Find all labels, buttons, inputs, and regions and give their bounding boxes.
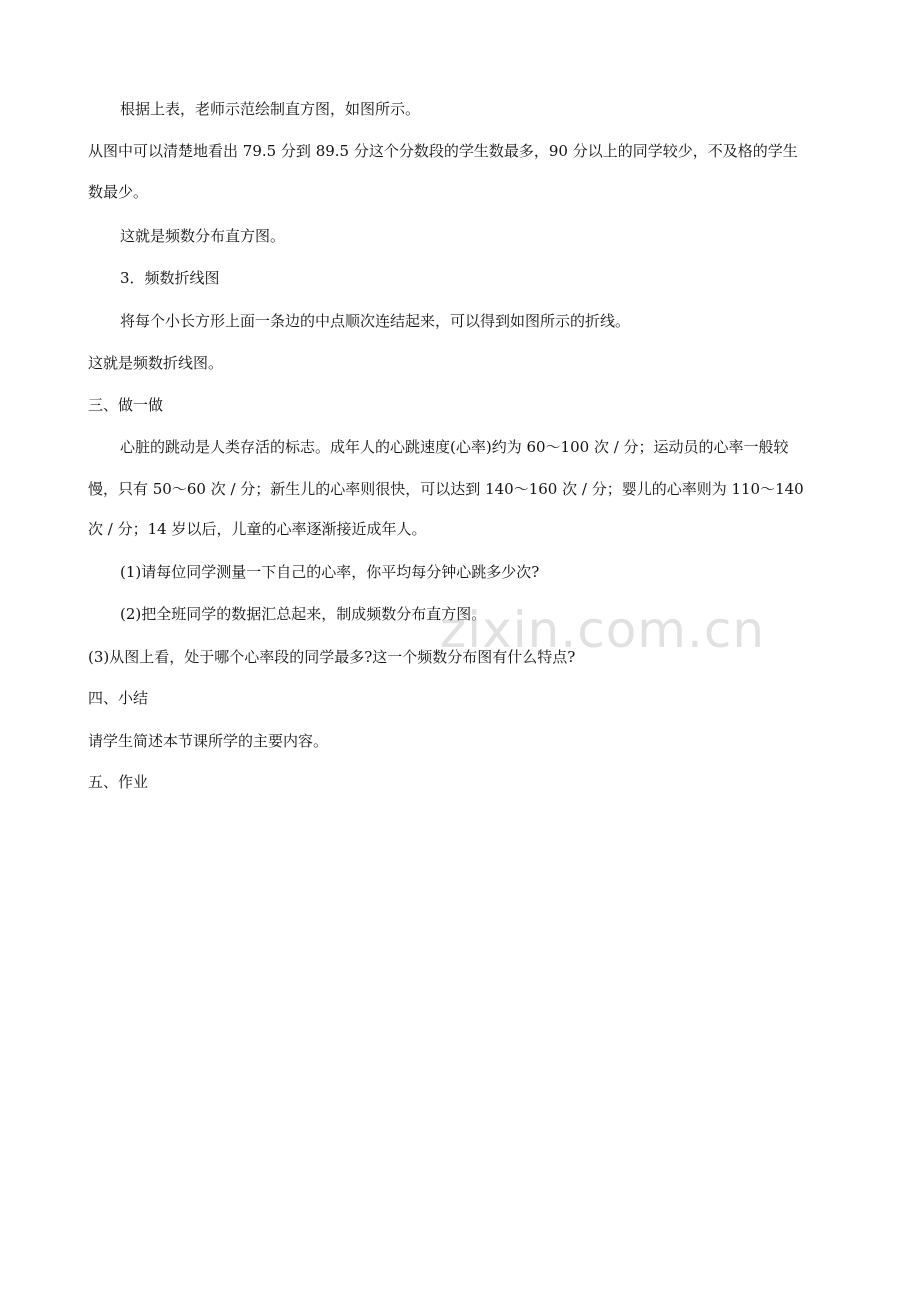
question-item-1: (1)请每位同学测量一下自己的心率，你平均每分钟心跳多少次? [120, 563, 540, 581]
paragraph-heart-rate-line1: 心脏的跳动是人类存活的标志。成年人的心跳速度(心率)约为 60～100 次 / 分；运动员的心率一般较 [120, 438, 789, 456]
section-heading-frequency-polygon: 3．频数折线图 [120, 269, 220, 287]
question-item-3: (3)从图上看，处于哪个心率段的同学最多?这一个频数分布图有什么特点? [88, 648, 576, 666]
section-heading-summary: 四、小结 [88, 689, 149, 707]
question-item-2: (2)把全班同学的数据汇总起来，制成频数分布直方图。 [120, 605, 487, 623]
section-heading-practice: 三、做一做 [88, 396, 164, 414]
paragraph-observation-line2: 数最少。 [88, 183, 149, 201]
section-heading-homework: 五、作业 [88, 773, 149, 791]
paragraph-histogram-demo: 根据上表，老师示范绘制直方图，如图所示。 [120, 100, 421, 118]
watermark: zixin.com.cn [440, 601, 766, 659]
paragraph-heart-rate-line3: 次 / 分；14 岁以后，儿童的心率逐渐接近成年人。 [88, 520, 427, 538]
paragraph-summary-instruction: 请学生简述本节课所学的主要内容。 [88, 732, 329, 750]
paragraph-heart-rate-line2: 慢，只有 50～60 次 / 分；新生儿的心率则很快，可以达到 140～160 次 / 分；婴儿的心率则为 110～140 [88, 480, 804, 498]
paragraph-connect-midpoints: 将每个小长方形上面一条边的中点顺次连结起来，可以得到如图所示的折线。 [120, 312, 631, 330]
paragraph-histogram-definition: 这就是频数分布直方图。 [120, 227, 286, 245]
paragraph-polygon-definition: 这就是频数折线图。 [88, 354, 224, 372]
paragraph-observation-line1: 从图中可以清楚地看出 79.5 分到 89.5 分这个分数段的学生数最多，90 分以上的同学较少，不及格的学生 [88, 142, 798, 160]
